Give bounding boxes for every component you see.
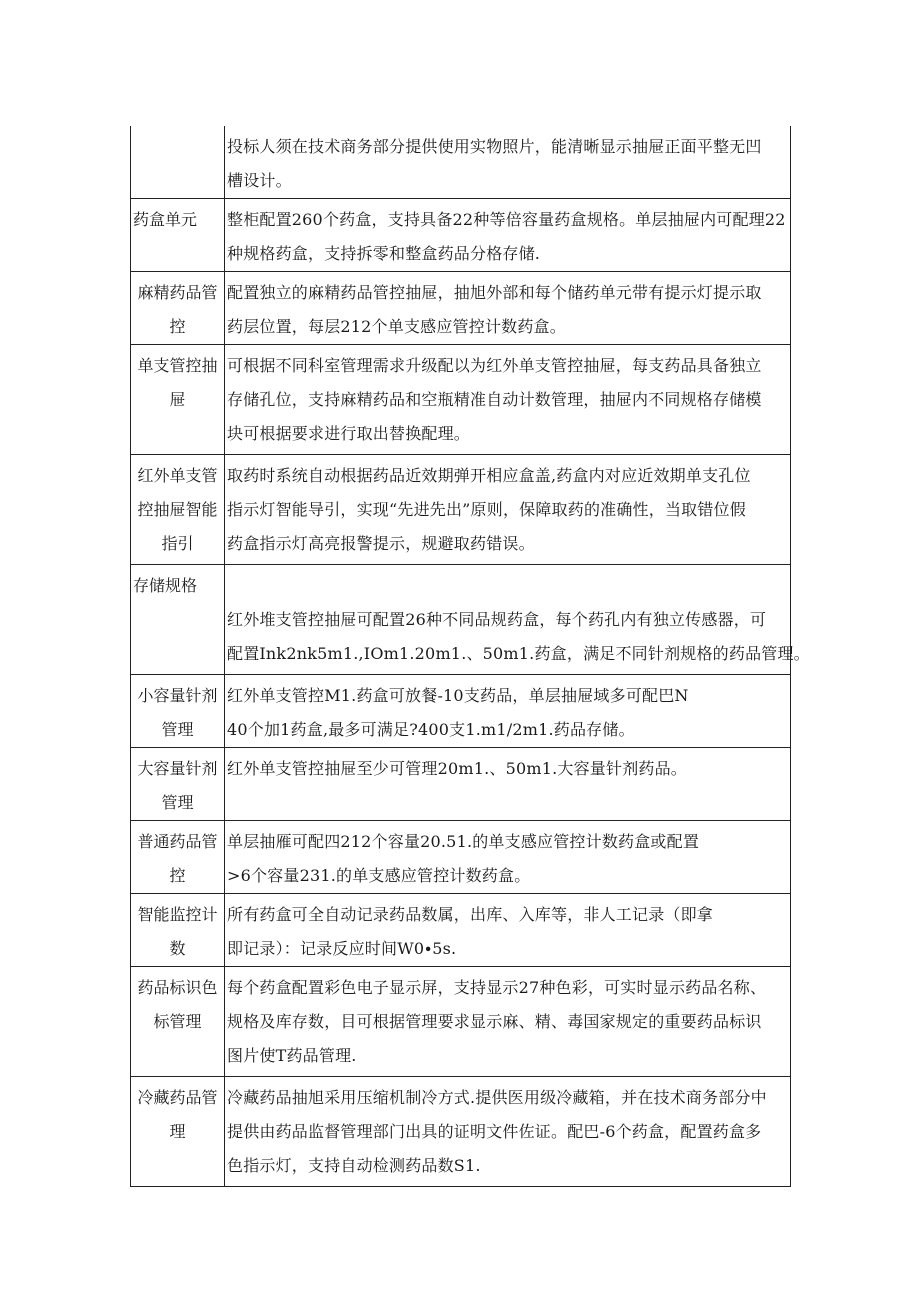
desc-line: 冷藏药品抽旭采用压缩机制冷方式.提供医用级冷藏箱，并在技术商务部分中 <box>227 1088 767 1107</box>
desc-line: 即记录）：记录反应时间W0∙5s. <box>227 939 457 958</box>
spec-table <box>130 126 810 1187</box>
table-row <box>131 675 791 748</box>
table-row <box>131 126 791 199</box>
row-label <box>131 126 225 199</box>
row-description <box>225 199 791 272</box>
row-description <box>225 894 791 967</box>
desc-line: 红外单支管控M1.药盒可放餐-10支药品，单层抽屉域多可配巴N <box>227 686 689 705</box>
desc-line: 槽设计。 <box>227 171 292 190</box>
desc-line: 指示灯智能导引，实现“先进先出”原则，保障取药的准确性，当取错位假 <box>227 500 746 519</box>
row-label: 普通药品管控 <box>131 821 225 894</box>
desc-line: 40个加1药盒,最多可满足?400支1.m1∕2m1.药品存储。 <box>227 720 635 739</box>
row-label: 药品标识色标管理 <box>131 967 225 1077</box>
desc-line: >6个容量231.的单支感应管控计数药盒。 <box>227 866 531 885</box>
row-description <box>225 126 791 199</box>
table-row <box>131 565 791 675</box>
table-row <box>131 199 791 272</box>
desc-line: 种规格药盒，支持拆零和整盒药品分格存储. <box>227 244 541 263</box>
desc-line: 规格及库存数，目可根据管理要求显示麻、精、毒国家规定的重要药品标识 <box>227 1012 762 1031</box>
desc-line: 色指示灯，支持自动检测药品数S1. <box>227 1156 481 1175</box>
desc-line: 单层抽雁可配四212个容量20.51.的单支感应管控计数药盒或配置 <box>227 832 700 851</box>
row-label: 智能监控计数 <box>131 894 225 967</box>
row-description <box>225 748 791 821</box>
row-label: 红外单支管控抽屉智能指引 <box>131 455 225 565</box>
desc-line: 投标人须在技术商务部分提供使用实物照片，能清晰显示抽屉正面平整无凹 <box>227 137 762 156</box>
row-label: 单支管控抽屉 <box>131 345 225 455</box>
desc-line: 块可根据要求进行取出替换配理。 <box>227 424 471 443</box>
table-row <box>131 821 791 894</box>
table-row <box>131 345 791 455</box>
desc-line: 药层位置，每层212个单支感应管控计数药盒。 <box>227 317 566 336</box>
desc-line: 取药时系统自动根据药品近效期弹开相应盒盖,药盒内对应近效期单支孔位 <box>227 466 751 485</box>
row-label: 小容量针剂管理 <box>131 675 225 748</box>
row-label: 药盒单元 <box>131 199 225 272</box>
desc-line: 药盒指示灯高亮报警提示，规避取药错误。 <box>227 534 535 553</box>
desc-line: 提供由药品监督管理部门出具的证明文件佐证。配巴-6个药盒，配置药盒多 <box>227 1122 762 1141</box>
table-row <box>131 967 791 1077</box>
desc-line: 可根据不同科室管理需求升级配以为红外单支管控抽屉，每支药品具备独立 <box>227 356 762 375</box>
row-label: 冷藏药品管理 <box>131 1077 225 1187</box>
row-label: 存储规格 <box>131 565 225 675</box>
table-row <box>131 1077 791 1187</box>
row-label: 大容量针剂管理 <box>131 748 225 821</box>
row-description <box>225 1077 791 1187</box>
desc-line: 配置独立的麻精药品管控抽屉，抽旭外部和每个储药单元带有提示灯提示取 <box>227 283 762 302</box>
desc-line: 红外单支管控抽屉至少可管理20m1.、50m1.大容量针剂药品。 <box>227 759 687 778</box>
row-label: 麻精药品管控 <box>131 272 225 345</box>
desc-line: 每个药盒配置彩色电子显示屏，支持显示27种色彩，可实时显示药品名称、 <box>227 978 767 997</box>
row-description <box>225 272 791 345</box>
table-row <box>131 455 791 565</box>
row-description <box>225 345 791 455</box>
row-description <box>225 967 791 1077</box>
desc-line: 存储孔位，支持麻精药品和空瓶精准自动计数管理，抽屉内不同规格存储模 <box>227 390 762 409</box>
desc-line: 所有药盒可全自动记录药品数属，出库、入库等，非人工记录（即拿 <box>227 905 714 924</box>
desc-line: 图片使T药品管理. <box>227 1046 357 1065</box>
row-description <box>225 455 791 565</box>
desc-line: 整柜配置260个药盒，支持具备22种等倍容量药盒规格。单层抽屉内可配理22 <box>227 210 786 229</box>
desc-line: 配置Ink2nk5m1.,IOm1.20m1.、50m1.药盒，满足不同针剂规格的药品管理。 <box>227 644 810 663</box>
table-row <box>131 272 791 345</box>
row-description <box>225 675 791 748</box>
table-row <box>131 748 791 821</box>
desc-line: 红外堆支管控抽屉可配置26种不同品规药盒，每个药孔内有独立传感器，可 <box>227 610 767 629</box>
row-description <box>225 565 810 675</box>
row-description <box>225 821 791 894</box>
table-row <box>131 894 791 967</box>
